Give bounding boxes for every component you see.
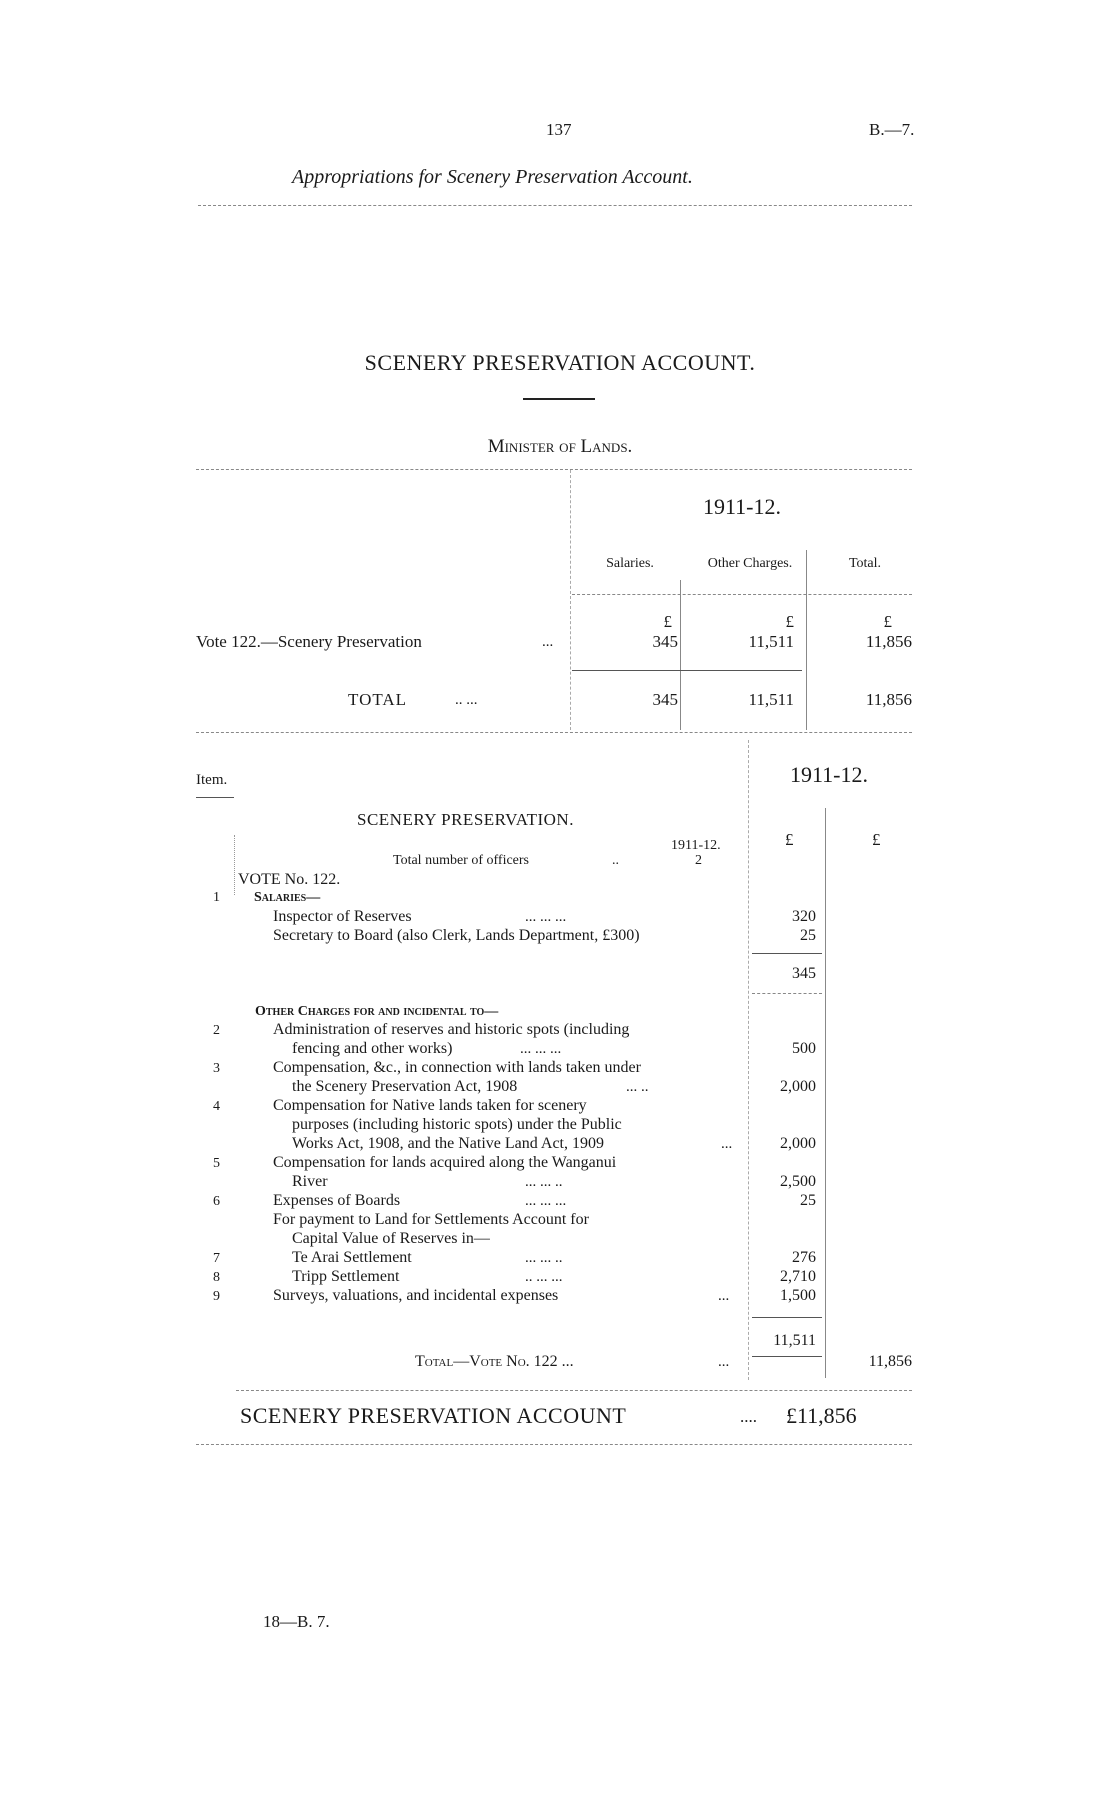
other-charges-heading: Other Charges for and incidental to—: [255, 1004, 499, 1019]
settlement-item-amount: 2,710: [780, 1268, 816, 1285]
doc-reference: B.—7.: [869, 120, 915, 139]
detail-currency-items: £: [785, 830, 794, 849]
settlement-item-dots: .. ... ...: [525, 1269, 563, 1285]
summary-header-rule: [572, 594, 912, 595]
other-item-amount: 2,000: [780, 1135, 816, 1152]
item-number-9: 9: [213, 1289, 220, 1304]
other-item-amount: 2,500: [780, 1173, 816, 1190]
salaries-heading: Salaries—: [254, 890, 321, 905]
item-column-header: Item.: [196, 772, 228, 788]
item-number-6: 6: [213, 1194, 220, 1209]
salary-item-desc: Inspector of Reserves: [273, 908, 412, 925]
vote-salaries: 345: [652, 632, 678, 651]
settlement-item-amount: 276: [792, 1249, 816, 1266]
summary-top-rule: [196, 469, 912, 470]
officers-count: 2: [695, 853, 702, 868]
other-item-line: Compensation for Native lands taken for scenery: [273, 1097, 587, 1114]
item-number-2: 2: [213, 1023, 220, 1038]
vote-other: 11,511: [748, 632, 794, 651]
item-number-8: 8: [213, 1270, 220, 1285]
summary-total-label: TOTAL: [348, 690, 408, 709]
grand-total-dots: ....: [740, 1407, 757, 1426]
page-number: 137: [546, 120, 572, 139]
total-total: 11,856: [865, 690, 912, 709]
payment-line: Capital Value of Reserves in—: [292, 1230, 490, 1247]
col-divider-1: [680, 580, 681, 730]
other-item-line: purposes (including historic spots) under the Public: [292, 1116, 622, 1133]
salary-item-amount: 25: [800, 927, 816, 944]
other-subtotal: 11,511: [773, 1332, 816, 1349]
other-item-line: fencing and other works): [292, 1040, 453, 1057]
salary-item-desc: Secretary to Board (also Clerk, Lands Department, £300): [273, 927, 640, 944]
other-item-amount: 2,000: [780, 1078, 816, 1095]
other-item-amount: 500: [792, 1040, 816, 1057]
item-header-rule: [196, 797, 234, 798]
currency-other: £: [785, 612, 794, 631]
other-item-line: Compensation, &c., in connection with lands taken under: [273, 1059, 641, 1076]
other-item-line: the Scenery Preservation Act, 1908: [292, 1078, 518, 1095]
summary-year: 1911-12.: [703, 494, 782, 519]
detail-currency-totals: £: [872, 830, 881, 849]
item-number-5: 5: [213, 1156, 220, 1171]
other-item-line: Administration of reserves and historic spots (including: [273, 1021, 630, 1038]
detail-bottom-rule: [236, 1390, 912, 1391]
payment-line: For payment to Land for Settlements Account for: [273, 1211, 589, 1228]
amount-divider: [825, 808, 826, 1378]
vote-total: 11,856: [865, 632, 912, 651]
detail-divider: [748, 740, 749, 1380]
officers-year: 1911-12.: [671, 838, 721, 853]
salary-item-dots: ... ... ...: [525, 909, 567, 925]
summary-divider: [570, 470, 571, 730]
settlement-item-dots: ...: [718, 1288, 730, 1304]
col-total-header: Total.: [848, 556, 882, 571]
section-title: SCENERY PRESERVATION.: [357, 810, 574, 829]
currency-total: £: [883, 612, 892, 631]
total-salaries: 345: [652, 690, 678, 709]
item-number-3: 3: [213, 1061, 220, 1076]
total-other: 11,511: [748, 690, 794, 709]
vote-total-dots: ...: [718, 1354, 730, 1370]
currency-salaries: £: [663, 612, 672, 631]
other-item-dots: ... ... ...: [520, 1041, 562, 1057]
salaries-subtotal: 345: [792, 965, 816, 982]
detail-year: 1911-12.: [790, 762, 869, 787]
other-item-amount: 25: [800, 1192, 816, 1209]
minister-label: Minister of Lands.: [487, 436, 633, 457]
settlement-item-amount: 1,500: [780, 1287, 816, 1304]
printer-signature: 18—B. 7.: [263, 1612, 330, 1631]
summary-bottom-rule: [196, 732, 912, 733]
other-sum-rule: [752, 1317, 822, 1318]
other-item-line: Expenses of Boards: [273, 1192, 401, 1209]
summary-sum-rule: [572, 670, 802, 671]
col-other-header: Other Charges.: [707, 556, 793, 571]
other-item-line: Works Act, 1908, and the Native Land Act, 1909: [292, 1135, 604, 1152]
col-salaries-header: Salaries.: [606, 556, 654, 571]
grand-total-label: SCENERY PRESERVATION ACCOUNT: [240, 1403, 627, 1428]
other-item-dots: ...: [721, 1136, 733, 1152]
vote-total-amount: 11,856: [868, 1353, 912, 1370]
other-item-line: Compensation for lands acquired along the Wanganui: [273, 1154, 617, 1171]
other-item-dots: ... ... ..: [525, 1174, 563, 1190]
vote-label: Vote 122.—Scenery Preservation: [196, 632, 422, 651]
vote-leader-dots: ...: [542, 634, 554, 650]
item-number-7: 7: [213, 1251, 220, 1266]
settlement-item-dots: ... ... ..: [525, 1250, 563, 1266]
item-number-4: 4: [213, 1099, 220, 1114]
other-item-dots: ... ..: [626, 1079, 649, 1095]
header-rule: [198, 205, 912, 206]
other-item-dots: ... ... ...: [525, 1193, 567, 1209]
salaries-sum-rule: [752, 953, 822, 954]
other-item-line: River: [292, 1173, 328, 1190]
title-rule: [523, 398, 595, 400]
other-subtotal-rule: [752, 1356, 822, 1357]
officers-label: Total number of officers: [393, 853, 529, 868]
account-title: SCENERY PRESERVATION ACCOUNT.: [364, 350, 756, 375]
settlement-item-desc: Surveys, valuations, and incidental expenses: [273, 1287, 559, 1304]
summary-total-dots: .. ...: [455, 692, 478, 708]
settlement-item-desc: Tripp Settlement: [292, 1268, 400, 1285]
page-subtitle: Appropriations for Scenery Preservation Account.: [292, 166, 693, 188]
item-divider: [234, 835, 235, 895]
salary-item-amount: 320: [792, 908, 816, 925]
grand-total-rule: [196, 1444, 912, 1445]
salaries-subtotal-rule: [752, 993, 822, 994]
officers-dots: ..: [612, 853, 619, 868]
grand-total-amount: £11,856: [786, 1403, 857, 1428]
item-number-1: 1: [213, 890, 220, 905]
vote-total-label: Total—Vote No. 122 ...: [415, 1353, 574, 1370]
vote-number: VOTE No. 122.: [238, 871, 341, 888]
settlement-item-desc: Te Arai Settlement: [292, 1249, 412, 1266]
